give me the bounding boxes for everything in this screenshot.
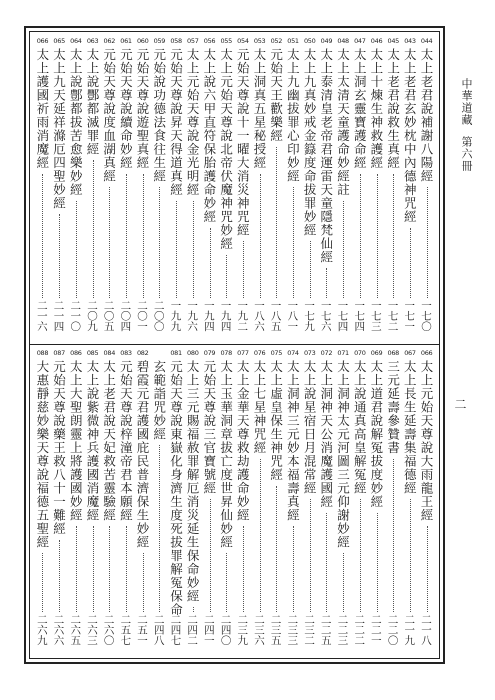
- entry-title: 元始天尊說三官寶號經: [201, 360, 217, 495]
- toc-entry: [402, 32, 419, 344]
- toc-top-columns: [34, 32, 435, 344]
- toc-entry: [168, 32, 185, 344]
- entry-title: 太上說六甲直符保胎護命妙經: [201, 48, 217, 224]
- toc-entry: [151, 32, 168, 344]
- entry-number: 083: [120, 349, 132, 357]
- toc-bottom-section: [30, 344, 439, 658]
- leader-dots: [310, 499, 311, 612]
- leader-dots: [42, 174, 43, 298]
- toc-entry: [34, 344, 51, 658]
- entry-number: 074: [287, 349, 299, 357]
- entry-page: 二一六: [35, 300, 48, 332]
- entry-page: 一七二: [386, 300, 399, 332]
- leader-dots: [427, 187, 428, 298]
- entry-page: 二五七: [119, 614, 132, 646]
- leader-dots: [377, 513, 378, 612]
- toc-entry: [368, 32, 385, 344]
- toc-entry: [84, 344, 101, 658]
- entry-number: 072: [320, 349, 333, 357]
- entry-title: 太上三元賜福赦罪解厄消災延生保命妙經: [185, 360, 201, 603]
- entry-title: 元始天尊說遊聖真經: [135, 48, 151, 170]
- toc-entry: [134, 32, 151, 344]
- running-header: [459, 78, 473, 172]
- entry-number: 058: [170, 37, 182, 45]
- entry-title: 太上九幽拔罪心印妙經: [285, 48, 301, 183]
- entry-number: 057: [187, 37, 199, 45]
- toc-entry: [235, 344, 252, 658]
- entry-page: 一七六: [319, 300, 332, 332]
- toc-entry: [418, 32, 435, 344]
- entry-title: 元始天王歡樂經: [268, 48, 284, 143]
- leader-dots: [343, 201, 344, 298]
- toc-entry: [418, 344, 435, 658]
- leader-dots: [59, 540, 60, 612]
- page-number: 二: [453, 398, 467, 410]
- entry-page: 二六六: [52, 614, 65, 646]
- entry-page: 一八五: [269, 300, 282, 332]
- entry-number: 049: [320, 37, 333, 45]
- leader-dots: [343, 553, 344, 612]
- entry-title: 太上洞玄靈寶護命經: [352, 48, 368, 170]
- toc-entry: [335, 32, 352, 344]
- toc-entry: [318, 32, 335, 344]
- leader-dots: [360, 499, 361, 612]
- entry-number: 051: [287, 37, 299, 45]
- toc-entry: [368, 344, 385, 658]
- entry-number: 044: [420, 37, 433, 45]
- leader-dots: [410, 228, 411, 298]
- entry-title: 太上元始天尊說金光明經: [185, 48, 201, 197]
- leader-dots: [109, 526, 110, 612]
- leader-dots: [326, 268, 327, 298]
- entry-title: 太上金華天尊救劫護命妙經: [235, 360, 251, 522]
- toc-entry: [201, 344, 218, 658]
- toc-entry: [34, 32, 51, 344]
- entry-title: 太上九真妙戒金籙度命拔罪妙經: [302, 48, 318, 237]
- entry-number: 069: [370, 349, 383, 357]
- entry-page: 二二一: [369, 614, 382, 646]
- entry-title: 三元延壽參贊書: [385, 360, 401, 455]
- toc-entry: [318, 344, 335, 658]
- entry-number: 066: [420, 349, 433, 357]
- leader-dots: [293, 187, 294, 298]
- leader-dots: [326, 513, 327, 612]
- toc-entry: [235, 32, 252, 344]
- entry-page: 二六〇: [102, 614, 115, 646]
- entry-number: 055: [220, 37, 232, 45]
- leader-dots: [126, 174, 127, 298]
- entry-page: 二一四: [52, 300, 65, 332]
- entry-page: 二六三: [85, 614, 98, 646]
- toc-entry: [268, 344, 285, 658]
- leader-dots: [226, 255, 227, 298]
- entry-number: 075: [270, 349, 283, 357]
- entry-number: 088: [36, 349, 49, 357]
- entry-title: 太上老君說救生真經: [385, 48, 401, 170]
- entry-title: 太上老君說補謝八陽經: [419, 48, 434, 183]
- entry-page: 二五一: [136, 614, 149, 646]
- toc-entry: [101, 32, 118, 344]
- entry-page: 二三九: [236, 614, 249, 646]
- page-frame-inner: [29, 31, 440, 659]
- entry-page: 二三六: [252, 614, 265, 646]
- entry-number: 065: [53, 37, 65, 45]
- entry-title: 太上洞神太元河圖三元仰謝妙經: [335, 360, 351, 549]
- leader-dots: [59, 214, 60, 298]
- leader-dots: [76, 201, 77, 298]
- leader-dots: [360, 174, 361, 298]
- leader-dots: [276, 147, 277, 298]
- leader-dots: [260, 174, 261, 298]
- toc-entry: [218, 344, 235, 658]
- toc-entry: [251, 32, 268, 344]
- leader-dots: [293, 526, 294, 612]
- toc-entry: [351, 32, 368, 344]
- entry-title: 太上說酆都滅罪經: [84, 48, 100, 156]
- entry-page: 一九四: [202, 300, 215, 332]
- entry-page: 一九六: [186, 300, 199, 332]
- entry-title: 太上虛皇保生神咒經: [268, 360, 284, 482]
- entry-number: 068: [387, 349, 399, 357]
- toc-entry: [134, 344, 151, 658]
- entry-number: 063: [86, 37, 99, 45]
- toc-entry: [184, 344, 201, 658]
- entry-number: 085: [86, 349, 99, 357]
- toc-entry: [101, 344, 118, 658]
- entry-number: 048: [337, 37, 349, 45]
- toc-entry: [201, 32, 218, 344]
- toc-top-section: [30, 32, 439, 344]
- entry-title: 太上玉華洞章拔亡度世昇仙妙經: [218, 360, 234, 549]
- entry-number: 043: [404, 37, 416, 45]
- entry-title: 元始天尊說度血湖真經: [101, 48, 117, 183]
- entry-page: 二二三: [336, 614, 349, 646]
- entry-number: 077: [237, 349, 249, 357]
- leader-dots: [93, 160, 94, 298]
- entry-number: 066: [36, 37, 49, 45]
- entry-number: 079: [203, 349, 216, 357]
- entry-page: 二一九: [403, 614, 416, 646]
- entry-title: 元始天尊說昇天得道真經: [168, 48, 184, 197]
- entry-title: 玄範詣咒妙經: [151, 360, 167, 441]
- entry-number: 087: [53, 349, 65, 357]
- leader-dots: [176, 201, 177, 298]
- entry-number: 064: [70, 37, 82, 45]
- entry-title: 太上七星神咒經: [251, 360, 267, 455]
- toc-entry: [402, 344, 419, 658]
- entry-page: 二四二: [186, 614, 199, 646]
- entry-page: 一九九: [169, 300, 182, 332]
- leader-dots: [276, 486, 277, 612]
- toc-entry: [184, 32, 201, 344]
- entry-page: 二〇四: [119, 300, 132, 332]
- entry-page: 二一〇: [69, 300, 82, 332]
- entry-title: 大惠靜慈妙樂天尊說福德五聖經: [34, 360, 50, 549]
- entry-title: 太上洞真五星秘授經: [251, 48, 267, 170]
- entry-number: 046: [370, 37, 383, 45]
- entry-title: 太上長生延壽集福德經: [402, 360, 418, 495]
- entry-page: 二三二: [303, 614, 316, 646]
- leader-dots: [193, 607, 194, 612]
- toc-entry: [151, 344, 168, 658]
- entry-page: 二〇一: [136, 300, 149, 332]
- leader-dots: [377, 174, 378, 298]
- entry-page: 二六五: [69, 614, 82, 646]
- toc-entry: [385, 32, 402, 344]
- leader-dots: [93, 526, 94, 612]
- entry-title: 太上洞神天公消魔護國經: [318, 360, 334, 509]
- leader-dots: [243, 526, 244, 612]
- entry-page: 二三五: [269, 614, 282, 646]
- volume-label: 第六冊: [460, 136, 473, 172]
- toc-entry: [218, 32, 235, 344]
- entry-title: 太上元始天尊說北帝伏魔神咒妙經: [218, 48, 234, 251]
- toc-entry: [385, 344, 402, 658]
- entry-title: 太上說紫微神兵護國消魔經: [84, 360, 100, 522]
- page-frame: [24, 26, 445, 664]
- entry-title: 太上老君說天妃救苦靈驗經: [101, 360, 117, 522]
- toc-entry: [301, 32, 318, 344]
- leader-dots: [260, 459, 261, 612]
- entry-page: 二二五: [319, 614, 332, 646]
- entry-page: 一七四: [353, 300, 366, 332]
- leader-dots: [210, 499, 211, 612]
- entry-title: 太上說星宿日月混常經: [302, 360, 318, 495]
- leader-dots: [393, 459, 394, 612]
- toc-entry: [268, 32, 285, 344]
- toc-entry: [68, 344, 85, 658]
- leader-dots: [126, 526, 127, 612]
- entry-number: 082: [136, 349, 149, 357]
- entry-number: 076: [253, 349, 266, 357]
- entry-title: 太上九天延祥滌厄四聖妙經: [51, 48, 67, 210]
- entry-title: 太上說鄷都拔苦愈樂妙經: [68, 48, 84, 197]
- entry-number: 070: [354, 349, 366, 357]
- toc-entry: [118, 344, 135, 658]
- entry-page: 一八一: [286, 300, 299, 332]
- entry-title: 太上大聖朗靈上將護國妙經: [68, 360, 84, 522]
- entry-page: 二二二: [353, 614, 366, 646]
- entry-page: 二六九: [35, 614, 48, 646]
- entry-page: 二四一: [202, 614, 215, 646]
- entry-title: 元始天尊說藥王救八十一難經: [51, 360, 67, 536]
- entry-number: 062: [103, 37, 116, 45]
- leader-dots: [42, 553, 43, 612]
- entry-page: 一九四: [219, 300, 232, 332]
- leader-dots: [109, 187, 110, 298]
- entry-title: 太上太清天童護命妙經註: [335, 48, 351, 197]
- entry-title: 碧霞元君護國庇民普濟保生妙經: [135, 360, 151, 549]
- leader-dots: [226, 553, 227, 612]
- toc-entry: [301, 344, 318, 658]
- entry-title: 元始天尊說十一曜大消災神咒經: [235, 48, 251, 237]
- book-title: 中華道藏: [460, 78, 473, 126]
- entry-number: 081: [170, 349, 182, 357]
- leader-dots: [210, 228, 211, 298]
- entry-page: 二四〇: [219, 614, 232, 646]
- entry-page: 二三三: [286, 614, 299, 646]
- entry-number: 067: [404, 349, 416, 357]
- toc-entry: [118, 32, 135, 344]
- entry-number: 054: [237, 37, 249, 45]
- entry-title: 太上元始天尊說大雨龍王經: [419, 360, 434, 522]
- entry-page: 一七一: [403, 300, 416, 332]
- entry-number: 073: [303, 349, 316, 357]
- entry-page: 二四八: [152, 614, 165, 646]
- entry-title: 太上說通真高皇解冤經: [352, 360, 368, 495]
- leader-dots: [410, 499, 411, 612]
- toc-entry: [285, 344, 302, 658]
- toc-entry: [168, 344, 185, 658]
- entry-title: 元始天尊說梓潼帝君本願經: [118, 360, 134, 522]
- entry-number: 071: [337, 349, 349, 357]
- leader-dots: [393, 174, 394, 298]
- entry-number: 053: [253, 37, 266, 45]
- entry-page: 一七〇: [420, 300, 432, 332]
- entry-page: 一七三: [369, 300, 382, 332]
- entry-number: 059: [153, 37, 166, 45]
- leader-dots: [76, 526, 77, 612]
- entry-page: 一七九: [303, 300, 316, 332]
- toc-entry: [251, 344, 268, 658]
- entry-number: 045: [387, 37, 399, 45]
- entry-page: 二四七: [169, 614, 182, 646]
- toc-entry: [51, 344, 68, 658]
- entry-number: 056: [203, 37, 216, 45]
- toc-entry: [84, 32, 101, 344]
- toc-entry: [285, 32, 302, 344]
- entry-title: 太上護國祈雨消魔經: [34, 48, 50, 170]
- entry-number: 047: [354, 37, 366, 45]
- entry-page: 一九二: [236, 300, 249, 332]
- entry-page: 二〇五: [102, 300, 115, 332]
- entry-title: 元始天尊說東嶽化身濟生度死拔罪解冤保命: [168, 360, 184, 617]
- leader-dots: [427, 526, 428, 612]
- toc-entry: [68, 32, 85, 344]
- entry-number: 052: [270, 37, 283, 45]
- entry-title: 太上老君玄妙枕中內德神咒經: [402, 48, 418, 224]
- entry-number: 078: [220, 349, 232, 357]
- entry-number: 080: [187, 349, 199, 357]
- entry-title: 太上十煉生神救護經: [368, 48, 384, 170]
- entry-title: 元始天尊說續命妙經: [118, 48, 134, 170]
- leader-dots: [310, 241, 311, 298]
- entry-number: 060: [136, 37, 149, 45]
- leader-dots: [159, 187, 160, 298]
- toc-entry: [335, 344, 352, 658]
- entry-number: 086: [70, 349, 82, 357]
- entry-page: 二〇九: [85, 300, 98, 332]
- toc-bottom-columns: [34, 344, 435, 658]
- entry-number: 050: [303, 37, 316, 45]
- entry-title: 太上道君說解冤拔度妙經: [368, 360, 384, 509]
- leader-dots: [159, 445, 160, 612]
- entry-page: 一八六: [252, 300, 265, 332]
- entry-title: 太上洞神三元妙本福壽真經: [285, 360, 301, 522]
- toc-entry: [51, 32, 68, 344]
- entry-title: 元始說功德法食往生經: [151, 48, 167, 183]
- entry-page: 二一八: [420, 614, 432, 646]
- toc-entry: [351, 344, 368, 658]
- entry-page: 二二〇: [386, 614, 399, 646]
- entry-number: 061: [120, 37, 132, 45]
- leader-dots: [243, 241, 244, 298]
- leader-dots: [143, 553, 144, 612]
- entry-page: 二〇〇: [152, 300, 165, 332]
- leader-dots: [143, 174, 144, 298]
- entry-number: 084: [103, 349, 116, 357]
- leader-dots: [193, 201, 194, 298]
- entry-title: 太上泰清皇老帝君運雷天童隱梵仙經: [318, 48, 334, 264]
- entry-page: 一七四: [336, 300, 349, 332]
